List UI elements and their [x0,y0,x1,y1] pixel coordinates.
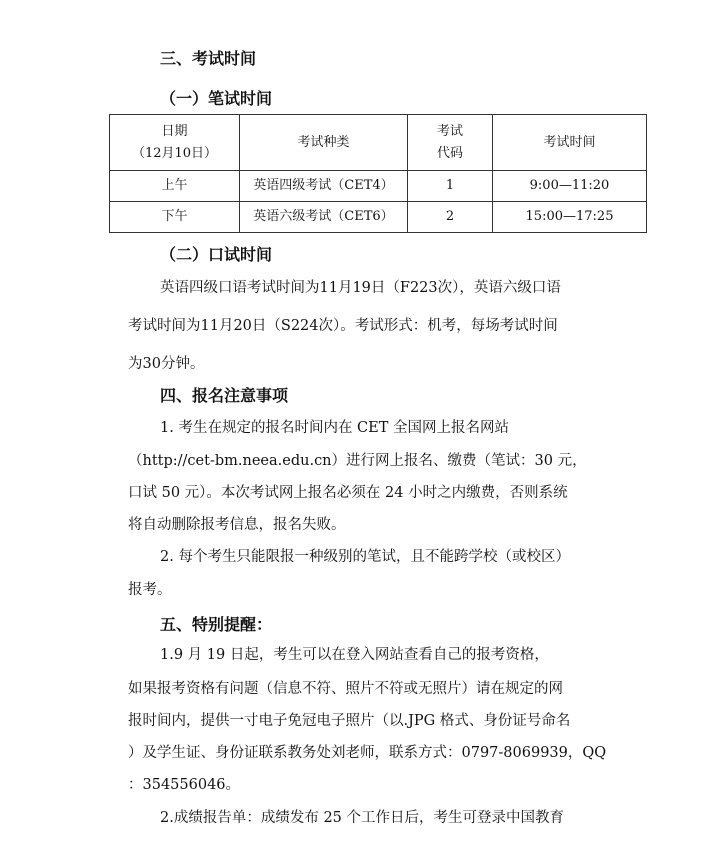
header-date-detail: （12月10日） [131,145,218,161]
cell-exam-time: 9:00—11:20 [493,171,647,202]
oral-text-line: 英语四级口语考试时间为11月19日（F223次），英语六级口语 [160,280,561,296]
cell-exam-code: 2 [408,202,493,233]
oral-text-line: 考试时间为11月20日（S224次）。考试形式：机考，每场考试时间 [128,318,558,334]
cell-exam-time: 15:00—17:25 [493,202,647,233]
section-heading-registration: 四、报名注意事项 [160,386,289,405]
header-exam-code [408,115,493,171]
reminder-text-line: 报时间内，提供一寸电子免冠电子照片（以.JPG 格式、身份证号命名 [128,713,571,729]
table-header-row [110,115,647,171]
header-date-label: 日期 [161,123,188,139]
reminder-text-line: 如果报考资格有问题（信息不符、照片不符或无照片）请在规定的网 [128,681,563,697]
reminder-text-line: ）及学生证、身份证联系教务处刘老师，联系方式：0797-8069939，QQ [128,745,607,761]
cell-exam-code: 1 [408,171,493,202]
cell-period: 下午 [110,202,240,233]
exam-schedule-table [109,114,647,233]
reminder-text-line: 2.成绩报告单：成绩发布 25 个工作日后，考生可登录中国教育 [160,810,565,826]
cell-exam-type: 英语六级考试（CET6） [240,202,408,233]
section-heading-exam-time: 三、考试时间 [160,49,257,68]
registration-text-line: 报考。 [128,582,172,598]
reminder-text-line: 1.9 月 19 日起，考生可以在登入网站查看自己的报考资格， [160,647,549,663]
registration-text-line: 口试 50 元）。本次考试网上报名必须在 24 小时之内缴费，否则系统 [128,485,568,501]
table-row [110,171,647,202]
registration-text-line: 1. 考生在规定的报名时间内在 CET 全国网上报名网站 [160,420,510,436]
oral-text-line: 为30分钟。 [128,356,205,372]
cell-exam-type: 英语四级考试（CET4） [240,171,408,202]
registration-text-line: 2. 每个考生只能限报一种级别的笔试，且不能跨学校（或校区） [160,549,570,565]
registration-text-line: （http://cet-bm.neea.edu.cn）进行网上报名、缴费（笔试：30 元， [128,453,587,469]
reminder-text-line: ：354556046。 [128,777,241,793]
table-row [110,202,647,233]
header-exam-type: 考试种类 [240,115,408,171]
header-code-line2: 代码 [436,145,463,161]
section-heading-special-reminder: 五、特别提醒： [160,615,273,634]
cell-period: 上午 [110,171,240,202]
header-code-line1: 考试 [436,123,463,139]
subheading-oral-exam-time: （二）口试时间 [160,245,273,264]
registration-text-line: 将自动删除报考信息，报名失败。 [128,517,346,533]
header-date [110,115,240,171]
header-exam-time: 考试时间 [493,115,647,171]
subheading-written-exam-time: （一）笔试时间 [160,89,273,108]
